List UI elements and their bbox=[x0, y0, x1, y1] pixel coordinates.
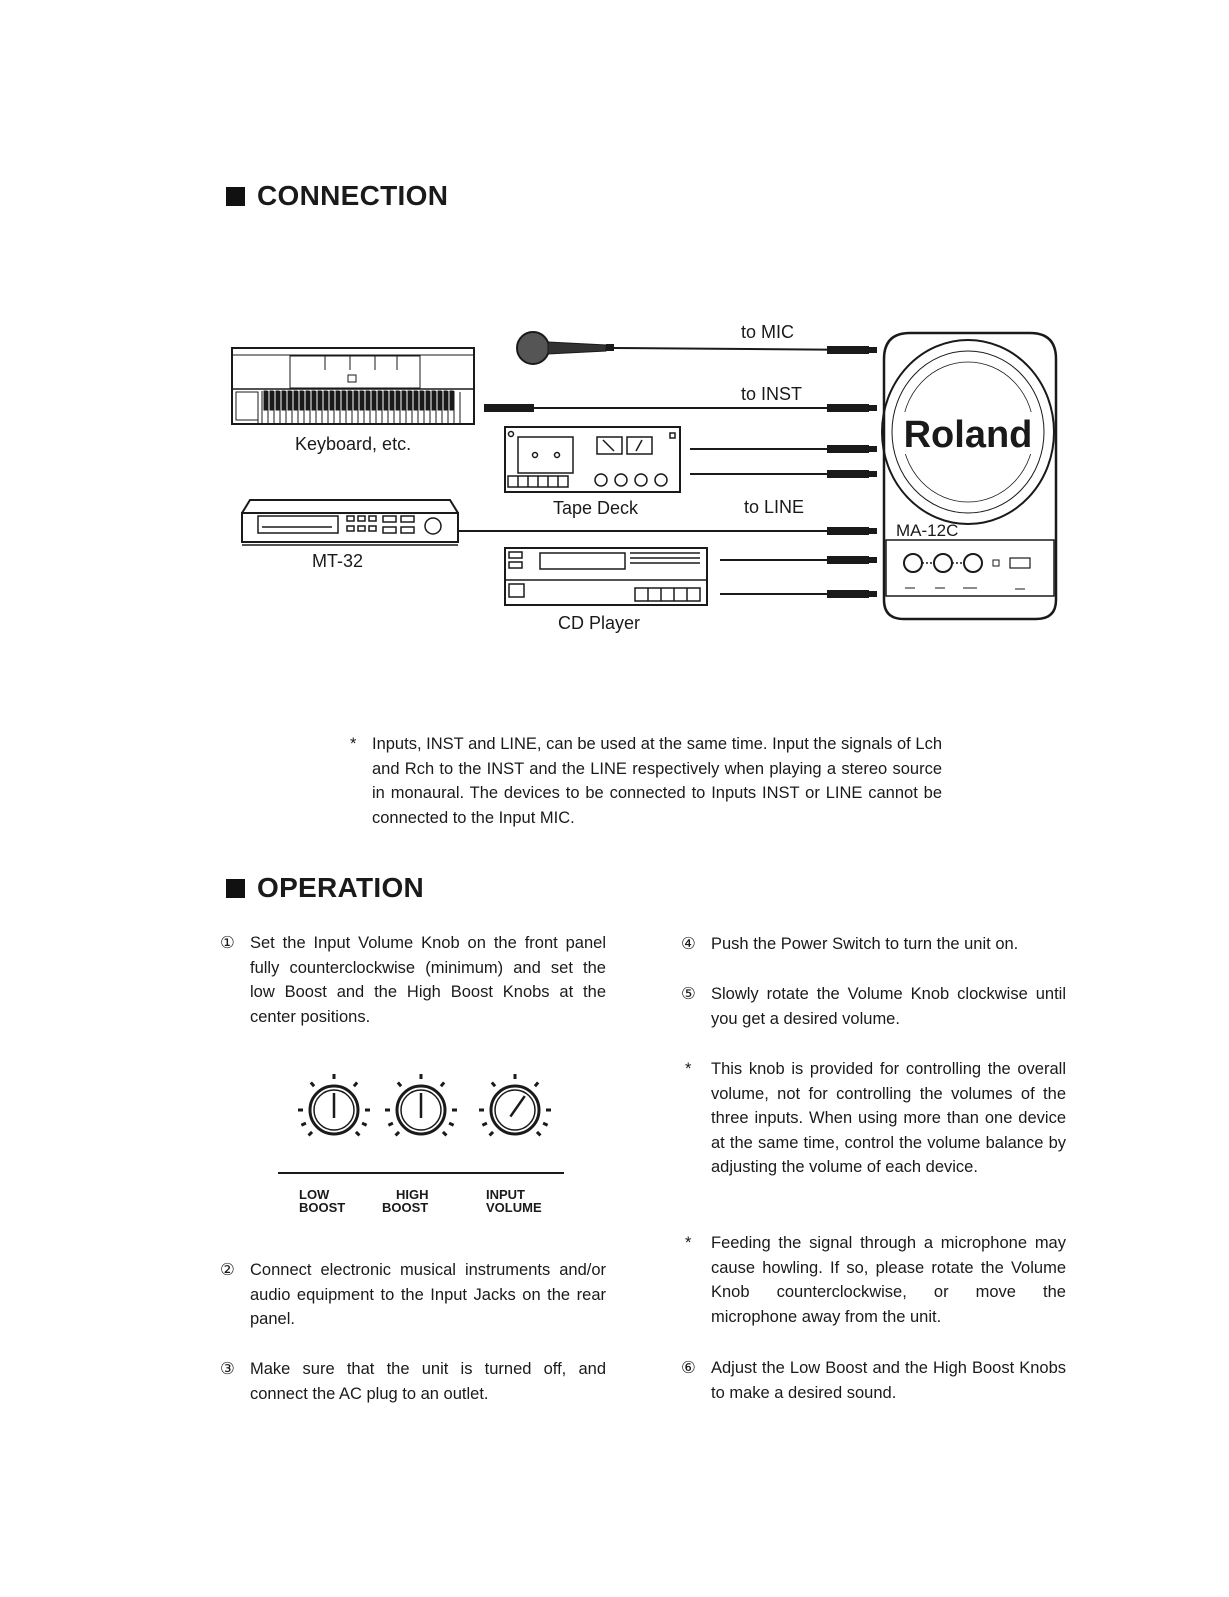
operation-note-volume bbox=[681, 1057, 1066, 1180]
cd-player-illustration bbox=[505, 548, 707, 605]
tape-deck-illustration bbox=[505, 427, 680, 492]
cd-player-label: CD Player bbox=[558, 613, 641, 633]
step-text: Feeding the signal through a microphone may cause howling. If so, please rotate the Volume Knob counterclockwise, or move the microphone away from the unit. bbox=[711, 1234, 1066, 1326]
step-marker: ⑤ bbox=[681, 985, 696, 1003]
step-marker: ④ bbox=[681, 935, 696, 953]
knob-label-boost: BOOST bbox=[382, 1200, 429, 1215]
operation-note-howling bbox=[681, 1231, 1066, 1329]
mt32-illustration bbox=[242, 500, 458, 545]
operation-step-4 bbox=[681, 932, 1066, 957]
bullet-square-icon bbox=[226, 187, 245, 206]
connection-diagram bbox=[0, 300, 1229, 640]
keyboard-illustration bbox=[232, 348, 474, 424]
knob-label-high: HIGH bbox=[396, 1187, 429, 1202]
knob-label-input: INPUT bbox=[486, 1187, 525, 1202]
step-text: Set the Input Volume Knob on the front panel fully counterclockwise (minimum) and set the low Boost and the High Boost Knobs at the center positions. bbox=[250, 934, 606, 1026]
note-asterisk: * bbox=[685, 1060, 692, 1078]
step-marker: ③ bbox=[220, 1360, 235, 1378]
connection-note bbox=[350, 732, 942, 830]
knobs-illustration bbox=[272, 1055, 572, 1225]
to-inst-label: to INST bbox=[741, 384, 803, 404]
cables bbox=[458, 347, 876, 597]
amplifier-brand-logo: Roland bbox=[903, 414, 1033, 456]
operation-heading-text: OPERATION bbox=[257, 872, 425, 903]
amplifier-illustration bbox=[882, 333, 1056, 619]
to-mic-label: to MIC bbox=[741, 322, 795, 342]
mt32-label: MT-32 bbox=[312, 551, 364, 571]
note-asterisk: * bbox=[350, 735, 357, 753]
operation-step-6 bbox=[681, 1356, 1066, 1405]
step-marker: ② bbox=[220, 1261, 235, 1279]
step-text: Make sure that the unit is turned off, and connect the AC plug to an outlet. bbox=[250, 1360, 606, 1403]
operation-step-3 bbox=[220, 1357, 606, 1406]
operation-step-1 bbox=[220, 931, 606, 1029]
step-marker: ① bbox=[220, 934, 235, 952]
operation-heading bbox=[226, 872, 424, 904]
step-text: Push the Power Switch to turn the unit on. bbox=[711, 935, 1019, 953]
connection-heading bbox=[226, 180, 448, 212]
bullet-square-icon bbox=[226, 879, 245, 898]
microphone-icon bbox=[517, 332, 614, 364]
operation-step-5 bbox=[681, 982, 1066, 1031]
knob-label-volume: VOLUME bbox=[486, 1200, 542, 1215]
operation-step-2 bbox=[220, 1258, 606, 1332]
connection-heading-text: CONNECTION bbox=[257, 180, 449, 211]
knob-label-boost: BOOST bbox=[299, 1200, 346, 1215]
to-line-label: to LINE bbox=[744, 497, 805, 517]
step-marker: ⑥ bbox=[681, 1359, 696, 1377]
step-text: Connect electronic musical instruments and/or audio equipment to the Input Jacks on the rear panel. bbox=[250, 1261, 606, 1328]
amplifier-model-label: MA-12C bbox=[896, 521, 959, 540]
step-text: Adjust the Low Boost and the High Boost Knobs to make a desired sound. bbox=[711, 1359, 1066, 1402]
tape-deck-label: Tape Deck bbox=[553, 498, 639, 518]
connection-note-text: Inputs, INST and LINE, can be used at the same time. Input the signals of Lch and Rch to the INST and the LINE respectively when playing a stereo source in monaural. The devices to be connected to Inputs INST or LINE cannot be connected to the Input MIC. bbox=[372, 735, 942, 827]
keyboard-label: Keyboard, etc. bbox=[295, 434, 412, 454]
knob-label-low: LOW bbox=[299, 1187, 330, 1202]
step-text: Slowly rotate the Volume Knob clockwise until you get a desired volume. bbox=[711, 985, 1066, 1028]
step-text: This knob is provided for controlling the overall volume, not for controlling the volumes of the three inputs. When using more than one device at the same time, control the volume balance by adjusting the volume of each device. bbox=[711, 1060, 1066, 1176]
note-asterisk: * bbox=[685, 1234, 692, 1252]
